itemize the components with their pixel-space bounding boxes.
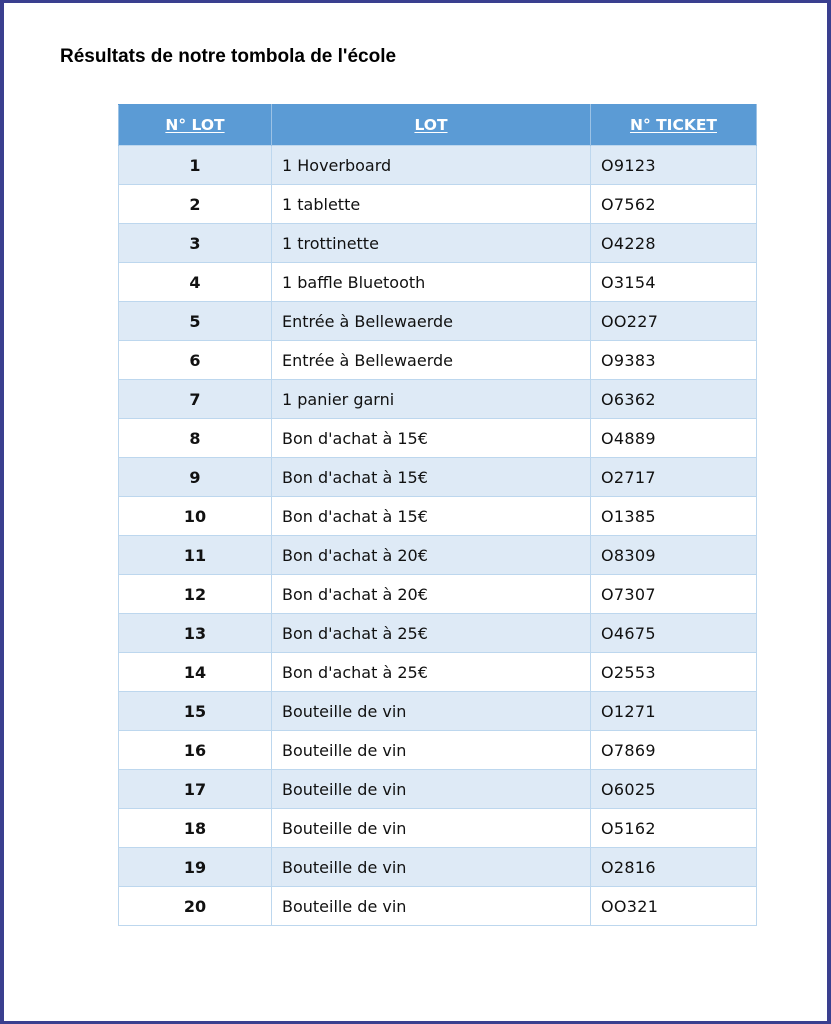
table-row bbox=[119, 380, 757, 419]
ticket-number-cell: O4228 bbox=[591, 224, 757, 263]
ticket-number-cell: O5162 bbox=[591, 809, 757, 848]
header-lot: LOT bbox=[272, 105, 591, 146]
lot-number-cell: 11 bbox=[119, 536, 272, 575]
ticket-number-cell: O8309 bbox=[591, 536, 757, 575]
ticket-number-cell: O4889 bbox=[591, 419, 757, 458]
ticket-number-cell: O9123 bbox=[591, 146, 757, 185]
lot-cell: Bon d'achat à 25€ bbox=[272, 653, 591, 692]
lot-number-cell: 2 bbox=[119, 185, 272, 224]
ticket-number-cell: O1271 bbox=[591, 692, 757, 731]
lot-number-cell: 12 bbox=[119, 575, 272, 614]
lot-number-cell: 4 bbox=[119, 263, 272, 302]
ticket-number-cell: O1385 bbox=[591, 497, 757, 536]
lot-cell: Entrée à Bellewaerde bbox=[272, 341, 591, 380]
table-row bbox=[119, 575, 757, 614]
table-row bbox=[119, 536, 757, 575]
lot-cell: 1 tablette bbox=[272, 185, 591, 224]
lot-number-cell: 14 bbox=[119, 653, 272, 692]
lot-number-cell: 20 bbox=[119, 887, 272, 926]
results-table bbox=[118, 104, 757, 926]
table-row bbox=[119, 887, 757, 926]
lot-cell: 1 trottinette bbox=[272, 224, 591, 263]
table-row bbox=[119, 770, 757, 809]
table-row bbox=[119, 731, 757, 770]
lot-cell: 1 baffle Bluetooth bbox=[272, 263, 591, 302]
lot-number-cell: 17 bbox=[119, 770, 272, 809]
table-row bbox=[119, 614, 757, 653]
lot-number-cell: 1 bbox=[119, 146, 272, 185]
ticket-number-cell: O2816 bbox=[591, 848, 757, 887]
table-row bbox=[119, 263, 757, 302]
header-ticket-number: N° TICKET bbox=[591, 105, 757, 146]
lot-cell: Bouteille de vin bbox=[272, 887, 591, 926]
lot-number-cell: 10 bbox=[119, 497, 272, 536]
ticket-number-cell: O7562 bbox=[591, 185, 757, 224]
header-lot-number: N° LOT bbox=[119, 105, 272, 146]
table-body bbox=[119, 146, 757, 926]
lot-cell: Bon d'achat à 20€ bbox=[272, 536, 591, 575]
table-row bbox=[119, 146, 757, 185]
lot-cell: Bouteille de vin bbox=[272, 809, 591, 848]
ticket-number-cell: O2717 bbox=[591, 458, 757, 497]
lot-cell: Bouteille de vin bbox=[272, 692, 591, 731]
lot-number-cell: 6 bbox=[119, 341, 272, 380]
ticket-number-cell: O2553 bbox=[591, 653, 757, 692]
table-row bbox=[119, 653, 757, 692]
lot-cell: 1 Hoverboard bbox=[272, 146, 591, 185]
lot-cell: 1 panier garni bbox=[272, 380, 591, 419]
ticket-number-cell: O9383 bbox=[591, 341, 757, 380]
ticket-number-cell: O3154 bbox=[591, 263, 757, 302]
table-row bbox=[119, 809, 757, 848]
table-row bbox=[119, 341, 757, 380]
lot-cell: Bon d'achat à 15€ bbox=[272, 458, 591, 497]
lot-cell: Bouteille de vin bbox=[272, 731, 591, 770]
lot-number-cell: 13 bbox=[119, 614, 272, 653]
ticket-number-cell: OO321 bbox=[591, 887, 757, 926]
ticket-number-cell: O4675 bbox=[591, 614, 757, 653]
table-header-row bbox=[119, 105, 757, 146]
ticket-number-cell: O6362 bbox=[591, 380, 757, 419]
lot-cell: Bouteille de vin bbox=[272, 770, 591, 809]
table-row bbox=[119, 848, 757, 887]
table-row bbox=[119, 185, 757, 224]
table-row bbox=[119, 224, 757, 263]
lot-number-cell: 8 bbox=[119, 419, 272, 458]
lot-cell: Bouteille de vin bbox=[272, 848, 591, 887]
ticket-number-cell: O6025 bbox=[591, 770, 757, 809]
lot-number-cell: 19 bbox=[119, 848, 272, 887]
lot-number-cell: 16 bbox=[119, 731, 272, 770]
table-row bbox=[119, 302, 757, 341]
table-row bbox=[119, 692, 757, 731]
ticket-number-cell: O7869 bbox=[591, 731, 757, 770]
lot-cell: Bon d'achat à 15€ bbox=[272, 419, 591, 458]
lot-cell: Bon d'achat à 25€ bbox=[272, 614, 591, 653]
lot-cell: Bon d'achat à 20€ bbox=[272, 575, 591, 614]
table-row bbox=[119, 497, 757, 536]
lot-number-cell: 3 bbox=[119, 224, 272, 263]
page-title: Résultats de notre tombola de l'école bbox=[60, 46, 397, 67]
lot-number-cell: 15 bbox=[119, 692, 272, 731]
lot-number-cell: 9 bbox=[119, 458, 272, 497]
lot-number-cell: 5 bbox=[119, 302, 272, 341]
table-row bbox=[119, 419, 757, 458]
ticket-number-cell: OO227 bbox=[591, 302, 757, 341]
lot-number-cell: 18 bbox=[119, 809, 272, 848]
lot-number-cell: 7 bbox=[119, 380, 272, 419]
lot-cell: Bon d'achat à 15€ bbox=[272, 497, 591, 536]
lot-cell: Entrée à Bellewaerde bbox=[272, 302, 591, 341]
ticket-number-cell: O7307 bbox=[591, 575, 757, 614]
table-row bbox=[119, 458, 757, 497]
